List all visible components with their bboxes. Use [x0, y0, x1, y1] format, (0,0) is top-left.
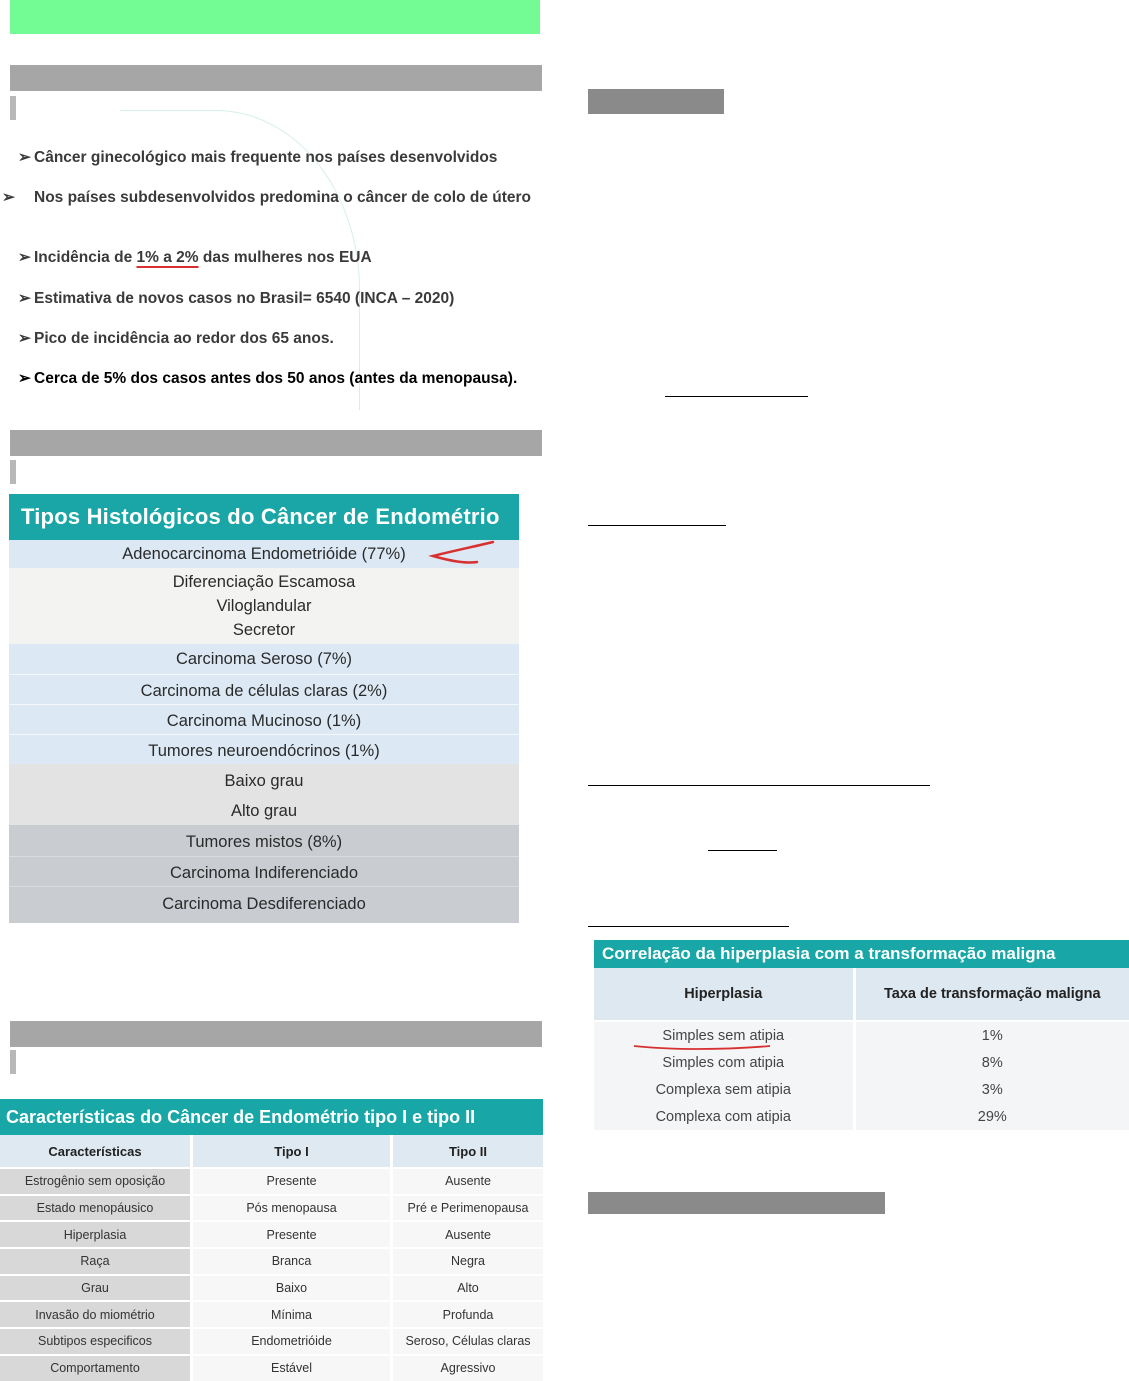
- type-table-cell: Pré e Perimenopausa: [392, 1195, 544, 1222]
- histology-row: Baixo grau: [9, 764, 519, 795]
- section-tab-3: [10, 1050, 16, 1074]
- hyperplasia-row: [594, 1076, 1129, 1103]
- type-table-title: Características do Câncer de Endométrio tipo I e tipo II: [0, 1099, 543, 1135]
- bullet-text: Câncer ginecológico mais frequente nos países desenvolvidos: [34, 149, 498, 166]
- type-table-header: Tipo II: [392, 1135, 544, 1168]
- bullet-item: [18, 148, 538, 168]
- bullet-text: Cerca de 5% dos casos antes dos 50 anos (antes da menopausa).: [34, 370, 518, 387]
- hyperplasia-cell: Complexa sem atipia: [594, 1076, 853, 1103]
- section-tab-1: [10, 96, 16, 120]
- hyperplasia-header: Taxa de transformação maligna: [853, 968, 1129, 1020]
- type-table-cell: Presente: [192, 1168, 392, 1195]
- blank-underline: [588, 785, 930, 786]
- highlight-banner: [10, 0, 540, 34]
- type-table-row: [0, 1168, 543, 1195]
- histology-row: Carcinoma de células claras (2%): [9, 674, 519, 705]
- type-table-header: Tipo I: [192, 1135, 392, 1168]
- bullet-text: das mulheres nos EUA: [198, 249, 372, 266]
- type-table-cell: Hiperplasia: [0, 1221, 192, 1248]
- arrow-bullet-icon: ➢: [18, 370, 31, 387]
- histology-row: Carcinoma Indiferenciado: [9, 856, 519, 887]
- type-table-cell: Alto: [392, 1275, 544, 1302]
- bullet-text: Estimativa de novos casos no Brasil= 6540 (INCA – 2020): [34, 290, 455, 307]
- bullet-text: Nos países subdesenvolvidos predomina o câncer de colo de útero: [34, 189, 531, 206]
- bullet-item: [18, 329, 538, 349]
- type-table-row: [0, 1248, 543, 1275]
- histology-row: Diferenciação Escamosa: [9, 568, 519, 592]
- arrow-bullet-icon: ➢: [18, 330, 31, 347]
- arrow-bullet-icon: ➢: [18, 290, 31, 307]
- bullet-text: Pico de incidência ao redor dos 65 anos.: [34, 330, 334, 347]
- blank-underline: [588, 525, 726, 526]
- type-table-cell: Grau: [0, 1275, 192, 1302]
- type-table-row: [0, 1221, 543, 1248]
- red-underline-mark: [632, 1043, 772, 1051]
- bullet-item: [18, 369, 538, 389]
- histology-title: Tipos Histológicos do Câncer de Endométrio: [9, 494, 519, 540]
- type-table-cell: Raça: [0, 1248, 192, 1275]
- histology-row: Tumores mistos (8%): [9, 825, 519, 856]
- histology-table: [9, 494, 519, 922]
- type-table-cell: Ausente: [392, 1221, 544, 1248]
- hyperplasia-cell: 3%: [853, 1076, 1129, 1103]
- section-tab-2: [10, 460, 16, 484]
- right-section-bar-2: [588, 1192, 885, 1214]
- hyperplasia-title: Correlação da hiperplasia com a transformação maligna: [594, 940, 1129, 968]
- hyperplasia-cell: 8%: [853, 1049, 1129, 1076]
- type-table-cell: Estável: [192, 1355, 392, 1381]
- section-header-bar-2: [10, 430, 542, 456]
- blank-underline: [708, 850, 777, 851]
- arrow-bullet-icon: ➢: [18, 149, 31, 166]
- arrow-bullet-icon: ➢: [18, 249, 31, 266]
- red-pointer-arrow-icon: [427, 538, 497, 568]
- histology-row: Carcinoma Mucinoso (1%): [9, 704, 519, 735]
- hyperplasia-cell: Complexa com atipia: [594, 1103, 853, 1130]
- histology-row: Tumores neuroendócrinos (1%): [9, 734, 519, 765]
- type-table-row: [0, 1328, 543, 1355]
- type-table-row: [0, 1275, 543, 1302]
- bullet-item: [2, 188, 554, 208]
- hyperplasia-header: Hiperplasia: [684, 986, 763, 1002]
- type-table-cell: Ausente: [392, 1168, 544, 1195]
- type-characteristics-table: [0, 1099, 543, 1376]
- histology-row: Secretor: [9, 616, 519, 644]
- hyperplasia-table: [594, 940, 1129, 1130]
- type-table-cell: Estado menopáusico: [0, 1195, 192, 1222]
- hyperplasia-cell: 29%: [853, 1103, 1129, 1130]
- bullet-text: Incidência de: [34, 249, 137, 266]
- type-table-cell: Endometrióide: [192, 1328, 392, 1355]
- type-table-cell: Subtipos especificos: [0, 1328, 192, 1355]
- hyperplasia-cell: Simples sem atipia: [594, 1022, 853, 1049]
- type-table-cell: Invasão do miométrio: [0, 1301, 192, 1328]
- blank-underline: [665, 396, 808, 397]
- section-header-bar-1: [10, 65, 542, 91]
- arrow-bullet-icon: ➢: [2, 189, 15, 206]
- type-table-cell: Presente: [192, 1221, 392, 1248]
- type-table-row: [0, 1301, 543, 1328]
- right-section-bar-1: [588, 89, 724, 114]
- histology-row: Viloglandular: [9, 592, 519, 616]
- type-table-cell: Profunda: [392, 1301, 544, 1328]
- type-table-row: [0, 1195, 543, 1222]
- type-table-row: [0, 1355, 543, 1381]
- type-table-cell: Seroso, Células claras: [392, 1328, 544, 1355]
- hyperplasia-cell: Simples com atipia: [594, 1049, 853, 1076]
- blank-underline: [588, 926, 789, 927]
- type-table-header: Características: [0, 1135, 192, 1168]
- histology-row: Adenocarcinoma Endometrióide (77%): [9, 540, 519, 568]
- type-table-cell: Mínima: [192, 1301, 392, 1328]
- bullet-item: [18, 248, 538, 268]
- histology-row: Carcinoma Seroso (7%): [9, 644, 519, 674]
- hyperplasia-row: [594, 1103, 1129, 1130]
- bullet-item: [18, 289, 538, 309]
- hyperplasia-row: [594, 1049, 1129, 1076]
- type-table-cell: Branca: [192, 1248, 392, 1275]
- type-table-cell: Negra: [392, 1248, 544, 1275]
- type-table-cell: Estrogênio sem oposição: [0, 1168, 192, 1195]
- hyperplasia-cell: 1%: [853, 1022, 1129, 1049]
- bullet-highlight: 1% a 2%: [136, 249, 199, 266]
- section-header-bar-3: [10, 1021, 542, 1047]
- histology-row: Alto grau: [9, 795, 519, 825]
- type-table-cell: Comportamento: [0, 1355, 192, 1381]
- histology-row: Carcinoma Desdiferenciado: [9, 886, 519, 923]
- type-table-cell: Agressivo: [392, 1355, 544, 1381]
- type-table-cell: Pós menopausa: [192, 1195, 392, 1222]
- type-table-cell: Baixo: [192, 1275, 392, 1302]
